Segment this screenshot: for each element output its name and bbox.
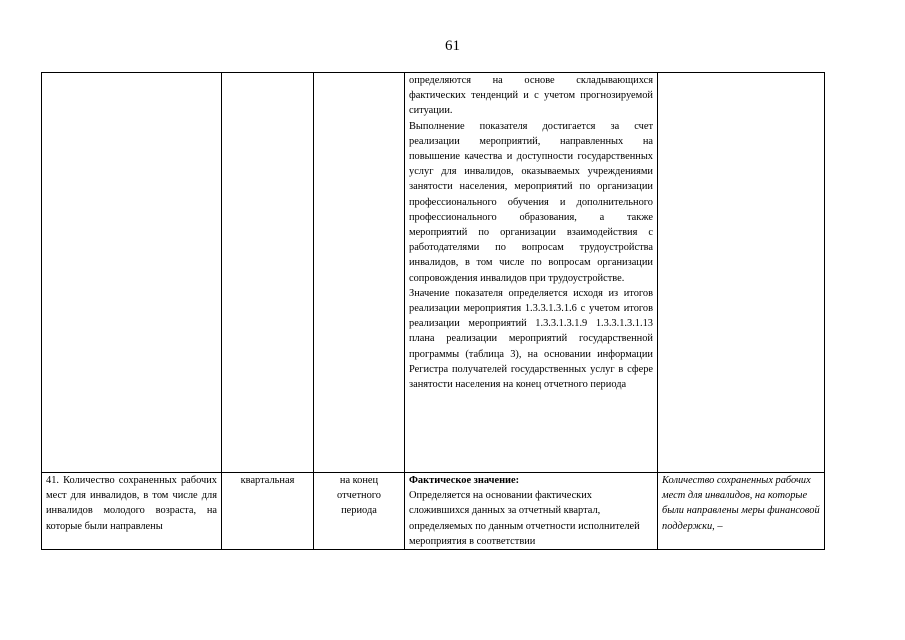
periodicity-cell: квартальная (222, 473, 314, 550)
periodicity-cell (222, 73, 314, 473)
indicator-name-cell (42, 73, 222, 473)
indicator-name-cell: 41. Количество сохраненных рабочих мест для инвалидов, в том числе для инвалидов молодого возраста, на которые были направлены (42, 473, 222, 550)
indicator-table (41, 72, 825, 550)
method-cell (405, 473, 658, 550)
time-characteristic-cell (314, 73, 405, 473)
method-paragraph: Значение показателя определяется исходя из итогов реализации мероприятия 1.3.3.1.3.1.6 с учетом итогов реализации мероприятий 1.3.3.1.3.1.9 1.3.3.1.3.1.13 плана реализации мероприятий государственной программы (таблица 3), на основании информации Регистра получателей государственных услуг в сфере занятости населения на конец отчетного периода (409, 287, 653, 391)
page-number: 61 (445, 38, 460, 54)
method-heading: Фактическое значение: (409, 475, 520, 486)
time-characteristic-cell: на конец отчетного периода (314, 473, 405, 550)
method-paragraph: Определяется на основании фактических сложившихся данных за отчетный квартал, определяемых по данным отчетности исполнителей мероприятия в соответствии (409, 490, 640, 547)
base-indicators-cell (658, 73, 825, 473)
method-paragraph: определяются на основе складывающихся фактических тенденций и с учетом прогнозируемой ситуации. (409, 75, 653, 117)
base-indicators-cell: Количество сохраненных рабочих мест для инвалидов, на которые были направлены меры финансовой поддержки, – (658, 473, 825, 550)
method-cell (405, 73, 658, 473)
table-row (42, 473, 825, 550)
table-row (42, 73, 825, 473)
method-paragraph: Выполнение показателя достигается за счет реализации мероприятий, направленных на повышение качества и доступности государственных услуг для инвалидов, оказываемых учреждениями занятости населения, мероприятий по организации профессионального обучения и дополнительного профессионального образования, а также мероприятий по организации взаимодействия с работодателями по вопросам трудоустройства инвалидов, в том числе по вопросам организации сопровождения инвалидов при трудоустройстве. (409, 120, 653, 284)
